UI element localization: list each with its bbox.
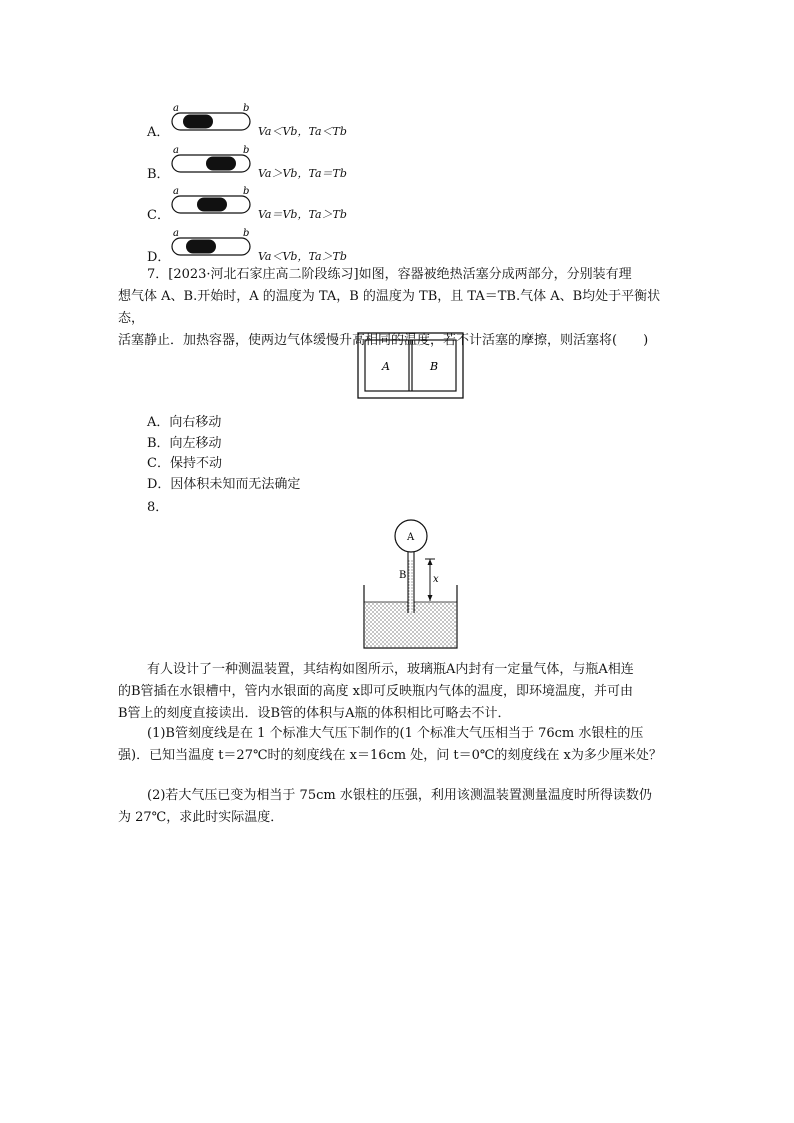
option-condition: Va＝Vb，Ta＞Tb	[258, 208, 347, 221]
q7-option: A．向右移动	[147, 415, 222, 430]
q7-option: D．因体积未知而无法确定	[147, 477, 301, 492]
q8-line: (1)B管刻度线是在 1 个标准大气压下制作的(1 个标准大气压相当于 76cm 水银柱的压	[147, 726, 644, 741]
gas-label-b: B	[430, 360, 439, 373]
tube-label-b: b	[243, 186, 250, 197]
tube-label-b: b	[243, 228, 250, 239]
tube-diagram-b	[168, 143, 258, 177]
tube-label-a: a	[173, 228, 179, 239]
tube-label-b: b	[243, 145, 250, 156]
tube-label-b: b	[243, 103, 250, 114]
option-letter: D．	[147, 250, 171, 265]
q8-part2	[118, 785, 678, 829]
q8-line: (2)若大气压已变为相当于 75cm 水银柱的压强，利用该测温装置测量温度时所得读数仍	[147, 788, 652, 803]
q8-intro	[118, 659, 678, 725]
q8-line: 的B管插在水银槽中，管内水银面的高度 x即可反映瓶内气体的温度，即环境温度，并可由	[118, 684, 634, 699]
q8-line: 为 27℃，求此时实际温度．	[118, 810, 284, 825]
tube-label-a: a	[173, 186, 179, 197]
q8-thermometer-figure	[360, 515, 460, 653]
q8-line: B管上的刻度直接读出．设B管的体积与A瓶的体积相比可略去不计．	[118, 706, 511, 721]
q8-line: 有人设计了一种测温装置，其结构如图所示，玻璃瓶A内封有一定量气体，与瓶A相连	[147, 662, 634, 677]
tube-diagram-d	[168, 226, 258, 260]
option-letter: C．	[147, 208, 170, 223]
q7-container-figure	[357, 332, 465, 400]
tube-diagram-c	[168, 184, 258, 218]
q7-line: 活塞静止．加热容器，使两边气体缓慢升高相同的温度，若不计活塞的摩擦，则活塞将( )	[118, 333, 649, 348]
tube-label-a: a	[173, 145, 179, 156]
q8-line: 强)．已知当温度 t＝27℃时的刻度线在 x＝16cm 处，问 t＝0℃的刻度线在 x为多少厘米处？	[118, 748, 662, 763]
q7-option: C．保持不动	[147, 456, 222, 471]
tube-label-a: a	[173, 103, 179, 114]
q8-part1	[118, 723, 678, 767]
q7-line: 7．[2023·河北石家庄高二阶段练习]如图，容器被绝热活塞分成两部分，分别装有理	[147, 267, 632, 282]
gas-label-a: A	[382, 360, 390, 373]
option-letter: B．	[147, 167, 170, 182]
q7-option: B．向左移动	[147, 436, 222, 451]
q7-line: 想气体 A、B.开始时，A 的温度为 TA，B 的温度为 TB，且 TA＝TB.气体 A、B均处于平衡状态，	[118, 289, 661, 326]
option-condition: Va＜Vb，Ta＜Tb	[258, 125, 347, 138]
option-condition: Va＞Vb，Ta＝Tb	[258, 167, 347, 180]
height-label: x	[433, 574, 439, 585]
bulb-label: A	[407, 532, 415, 543]
tube-label: B	[399, 570, 407, 581]
tube-diagram-a	[168, 101, 258, 135]
option-condition: Va＜Vb，Ta＞Tb	[258, 250, 347, 263]
q8-number: 8．	[147, 500, 169, 515]
option-letter: A．	[147, 125, 170, 140]
